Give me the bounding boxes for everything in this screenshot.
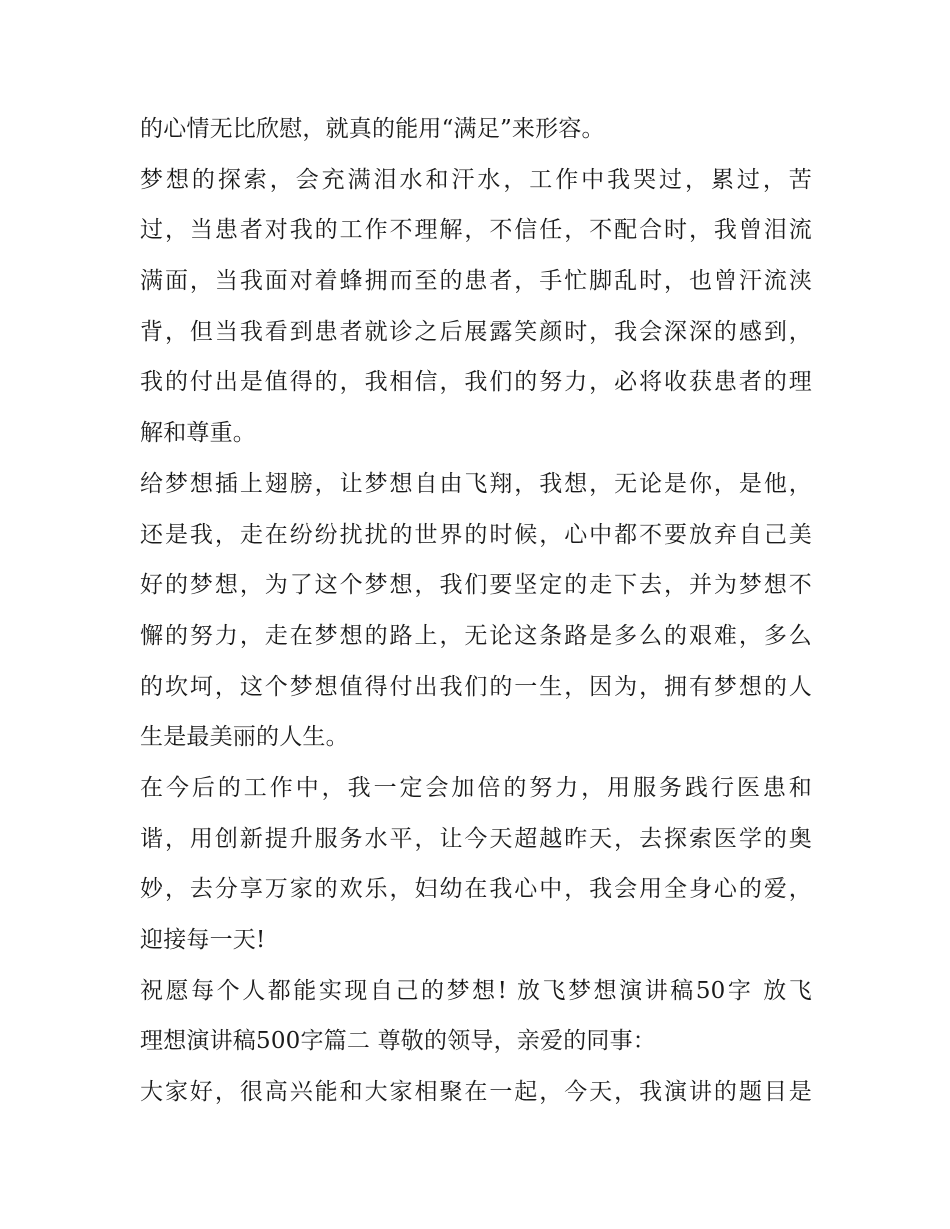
text-line: 大家好，很高兴能和大家相聚在一起，今天，我演讲的题目是 [140, 1079, 812, 1106]
text-line: 背，但当我看到患者就诊之后展露笑颜时，我会深深的感到， [140, 318, 812, 345]
text-line: 好的梦想，为了这个梦想，我们要坚定的走下去，并为梦想不 [140, 572, 812, 599]
text-line: 祝愿每个人都能实现自己的梦想! 放飞梦想演讲稿50字 放飞 [140, 977, 812, 1004]
body-text [140, 104, 812, 1118]
text-line: 谐，用创新提升服务水平，让今天超越昨天，去探索医学的奥 [140, 825, 812, 852]
text-line: 生是最美丽的人生。 [140, 724, 349, 751]
text-line: 理想演讲稿500字篇二 尊敬的领导，亲爱的同事： [140, 1028, 657, 1055]
text-line: 的坎坷，这个梦想值得付出我们的一生，因为，拥有梦想的人 [140, 673, 812, 700]
text-line: 在今后的工作中，我一定会加倍的努力，用服务践行医患和 [140, 774, 812, 801]
text-line: 迎接每一天! [140, 927, 266, 953]
text-line: 过，当患者对我的工作不理解，不信任，不配合时，我曾泪流 [140, 217, 812, 244]
text-line: 解和尊重。 [140, 420, 256, 447]
text-line: 妙，去分享万家的欢乐，妇幼在我心中，我会用全身心的爱， [140, 876, 812, 903]
text-line: 我的付出是值得的，我相信，我们的努力，必将收获患者的理 [140, 369, 812, 396]
text-line: 梦想的探索，会充满泪水和汗水，工作中我哭过，累过，苦 [140, 166, 812, 193]
text-line: 还是我，走在纷纷扰扰的世界的时候，心中都不要放弃自己美 [140, 521, 812, 548]
text-line: 懈的努力，走在梦想的路上，无论这条路是多么的艰难，多么 [140, 622, 812, 649]
text-line: 满面，当我面对着蜂拥而至的患者，手忙脚乱时，也曾汗流浃 [140, 268, 812, 295]
text-line: 给梦想插上翅膀，让梦想自由飞翔，我想，无论是你，是他， [140, 470, 812, 497]
text-line: 的心情无比欣慰，就真的能用“满足”来形容。 [140, 116, 605, 142]
